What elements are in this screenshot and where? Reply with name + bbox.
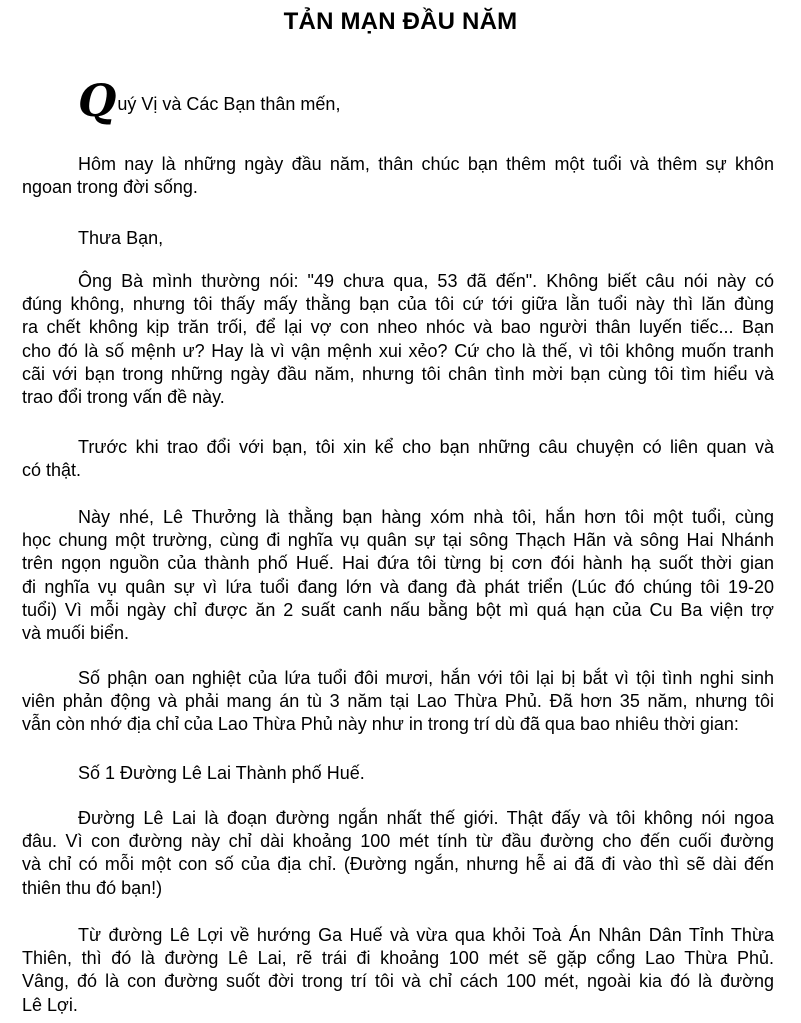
paragraph-line: tuổi) Vì mỗi ngày chỉ được ăn 2 suất canh nấu bằng bột mì quá hạn của Cu Ba viện trợ: [22, 599, 774, 620]
paragraph-line: học chung một trường, cùng đi nghĩa vụ quân sự tại sông Thạch Hãn và sông Hai Nhánh: [22, 530, 774, 551]
paragraph-line: ngoan trong đời sống.: [22, 177, 198, 198]
greeting-text: uý Vị và Các Bạn thân mến,: [117, 94, 341, 114]
paragraph-line: đi nghĩa vụ quân sự vì lứa tuổi đang lớn và đang đà phát triển (Lúc đó chúng tôi 19-20: [22, 576, 774, 597]
paragraph-line: trao đổi trong vấn đề này.: [22, 386, 225, 407]
paragraph-line: đâu. Vì con đường này chỉ dài khoảng 100 mét tính từ đầu đường cho đến cuối đường: [22, 831, 774, 852]
paragraph-line: Lê Lợi.: [22, 994, 78, 1015]
paragraph-line: trên ngọn nguồn của thành phố Huế. Hai đứa tôi từng bị cơn đói hành hạ suốt thời gian: [22, 553, 774, 574]
paragraph-prison: [22, 667, 774, 737]
paragraph-line: Số phận oan nghiệt của lứa tuổi đôi mươi, hắn với tôi lại bị bắt vì tội tình nghi sinh: [78, 668, 774, 688]
paragraph-line: vẫn còn nhớ địa chỉ của Lao Thừa Phủ này như in trong trí dù đã qua bao nhiêu thời gian:: [22, 714, 739, 735]
paragraph-line: viên phản động và phải mang án tù 3 năm tại Lao Thừa Phủ. Đã hơn 35 năm, nhưng tôi: [22, 691, 774, 712]
paragraph-opening: [22, 153, 774, 199]
paragraph-directions: [22, 924, 774, 1017]
drop-cap-letter: Q: [78, 76, 117, 127]
paragraph-line: Từ đường Lê Lợi về hướng Ga Huế và vừa qua khỏi Toà Án Nhân Dân Tỉnh Thừa: [78, 925, 774, 945]
paragraph-line: và chỉ có mỗi một con số của địa chỉ. (Đường ngắn, nhưng hễ ai đã đi vào thì sẽ dài đến: [22, 854, 774, 875]
paragraph-line: ra chết không kịp trăn trối, để lại vợ con nheo nhóc và bao người thân luyến tiếc... Bạn: [22, 317, 774, 338]
address-line: Số 1 Đường Lê Lai Thành phố Huế.: [78, 763, 365, 783]
paragraph-line: và muối biển.: [22, 622, 130, 643]
paragraph-line: Ông Bà mình thường nói: "49 chưa qua, 53 đã đến". Không biết câu nói này có: [78, 271, 774, 291]
paragraph-line: thiên thu đó bạn!): [22, 877, 163, 898]
document-title: TẢN MẠN ĐẦU NĂM: [283, 8, 518, 35]
salutation: Thưa Bạn,: [78, 228, 164, 248]
paragraph-line: Trước khi trao đổi với bạn, tôi xin kể cho bạn những câu chuyện có liên quan và: [78, 437, 774, 457]
paragraph-line: Thiên, thì đó là đường Lê Lai, rẽ trái đi khoảng 100 mét sẽ gặp cổng Lao Thừa Phủ.: [22, 948, 774, 969]
paragraph-proverb: [22, 270, 774, 409]
paragraph-line: Này nhé, Lê Thưởng là thằng bạn hàng xóm nhà tôi, hắn hơn tôi một tuổi, cùng: [78, 507, 774, 527]
paragraph-line: cãi với bạn trong những ngày đầu năm, nhưng tôi chân tình mời bạn cùng tôi tìm hiểu và: [22, 363, 774, 384]
paragraph-intro-story: [22, 436, 774, 482]
paragraph-line: có thật.: [22, 460, 82, 481]
paragraph-le-lai-street: [22, 807, 774, 900]
paragraph-line: cho đó là số mệnh ư? Hay là vì vận mệnh xui xẻo? Cứ cho là thế, vì tôi không muốn tranh: [22, 340, 774, 361]
greeting-line: [78, 76, 341, 127]
paragraph-line: Đường Lê Lai là đoạn đường ngắn nhất thế giới. Thật đấy và tôi không nói ngoa: [78, 808, 774, 828]
paragraph-line: Hôm nay là những ngày đầu năm, thân chúc bạn thêm một tuổi và thêm sự khôn: [78, 154, 774, 174]
paragraph-line: đúng không, nhưng tôi thấy mấy thằng bạn của tôi cứ tới giữa lằn tuổi này thì lăn đùng: [22, 294, 774, 315]
paragraph-line: Vâng, đó là con đường suốt đời trong trí tôi và chỉ cách 100 mét, ngoài kia đó là đường: [22, 971, 774, 992]
paragraph-le-thuong: [22, 506, 774, 645]
